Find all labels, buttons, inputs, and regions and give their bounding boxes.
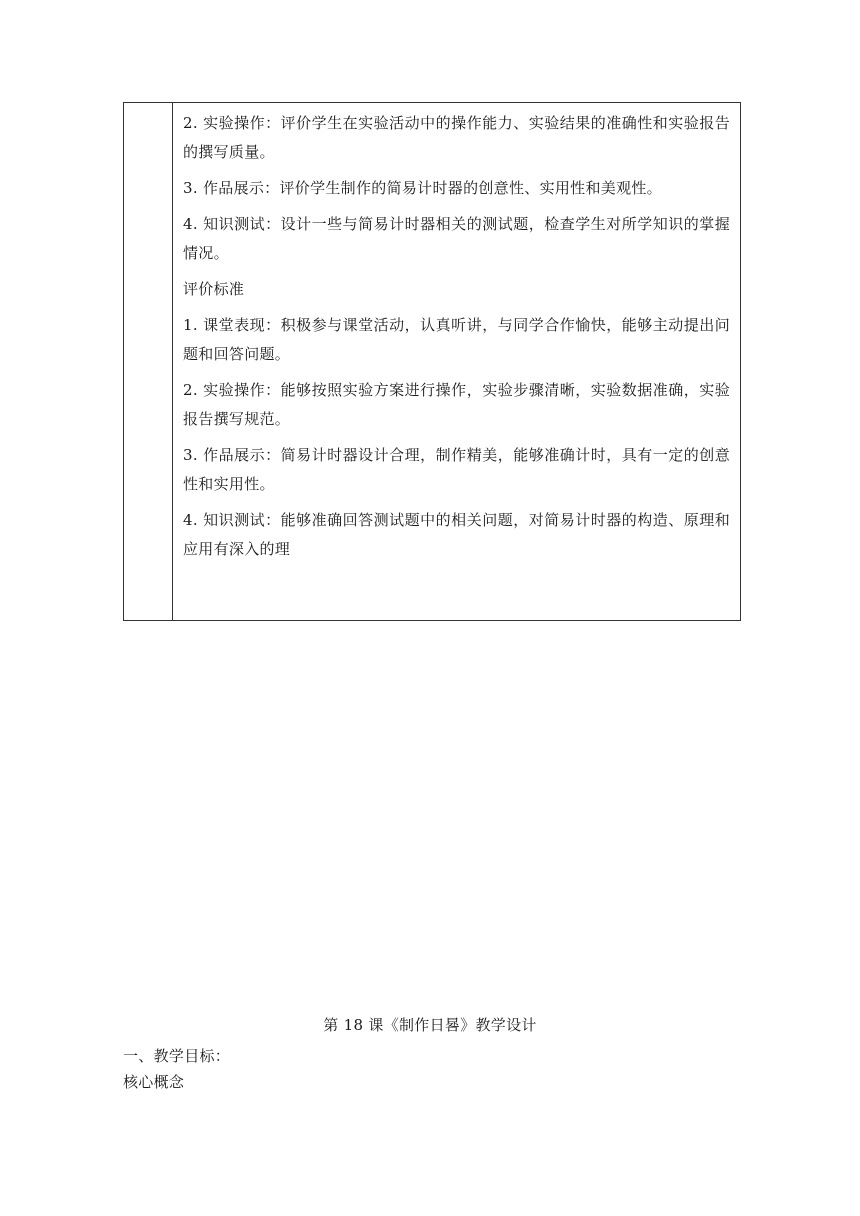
paragraph-knowledge-test: 4. 知识测试：设计一些与简易计时器相关的测试题，检查学生对所学知识的掌握情况。	[183, 215, 730, 262]
section-heading-goals: 一、教学目标：	[123, 1047, 231, 1065]
evaluation-table	[123, 102, 741, 621]
sub-heading-core-concept: 核心概念	[123, 1073, 185, 1091]
paragraph-criteria-knowledge: 4. 知识测试：能够准确回答测试题中的相关问题，对简易计时器的构造、原理和应用有深入的理	[183, 511, 730, 558]
table-left-cell	[124, 103, 173, 620]
paragraph-criteria-work: 3. 作品展示：简易计时器设计合理，制作精美，能够准确计时，具有一定的创意性和实用性。	[183, 446, 730, 493]
paragraph-work-display: 3. 作品展示：评价学生制作的简易计时器的创意性、实用性和美观性。	[183, 179, 662, 197]
table-content-cell	[173, 103, 740, 620]
lesson-title: 第 18 课《制作日晷》教学设计	[323, 1016, 537, 1034]
paragraph-experiment-operation: 2. 实验操作：评价学生在实验活动中的操作能力、实验结果的准确性和实验报告的撰写质量。	[183, 114, 730, 161]
heading-evaluation-criteria: 评价标准	[183, 280, 245, 298]
paragraph-criteria-classroom: 1. 课堂表现：积极参与课堂活动，认真听讲，与同学合作愉快，能够主动提出问题和回答问题。	[183, 316, 730, 363]
paragraph-criteria-experiment: 2. 实验操作：能够按照实验方案进行操作，实验步骤清晰，实验数据准确，实验报告撰写规范。	[183, 381, 730, 428]
